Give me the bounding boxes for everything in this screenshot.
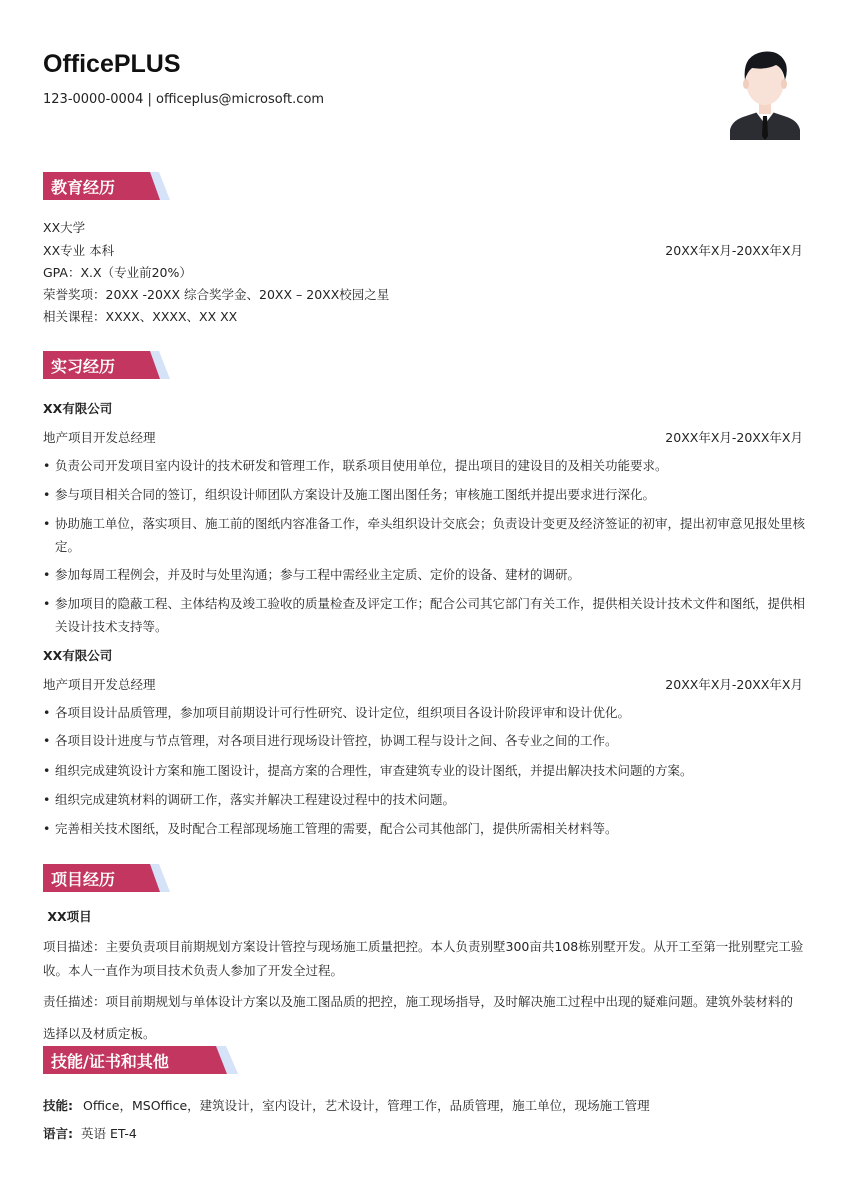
company-name: XX有限公司	[43, 401, 113, 416]
section-title: 技能/证书和其他	[51, 1052, 169, 1071]
list-item: • 负责公司开发项目室内设计的技术研发和管理工作，联系项目使用单位，提出项目的建设目的及相关功能要求。	[43, 458, 668, 473]
project-duty: 责任描述：项目前期规划与单体设计方案以及施工图品质的把控，施工现场指导，及时解决施工过程中出现的疑难问题。建筑外装材料的选择以及材质定板。	[43, 994, 794, 1041]
skills-label: 技能:	[43, 1098, 73, 1113]
education-date: 20XX年X月-20XX年X月	[665, 243, 803, 258]
section-title: 实习经历	[51, 357, 116, 376]
section-title: 项目经历	[51, 870, 116, 889]
job-role: 地产项目开发总经理	[43, 430, 156, 445]
company-name: XX有限公司	[43, 648, 113, 663]
skills-value: Office，MSOffice，建筑设计，室内设计，艺术设计，管理工作，品质管理，施工单位，现场施工管理	[82, 1098, 650, 1113]
list-item: • 协助施工单位，落实项目、施工前的图纸内容准备工作，牵头组织设计交底会；负责设计变更及经济签证的初审，提出初审意见报处里核定。	[43, 516, 806, 554]
section-title: 教育经历	[51, 178, 116, 197]
list-item: • 参加项目的隐蔽工程、主体结构及竣工验收的质量检查及评定工作；配合公司其它部门有关工作，提供相关设计技术文件和图纸，提供相关设计技术支持等。	[43, 596, 806, 634]
skills-row	[43, 1096, 650, 1114]
list-item: • 参加每周工程例会，并及时与处里沟通；参与工程中需经业主定质、定价的设备、建材的调研。	[43, 567, 581, 582]
candidate-name: OfficePLUS	[43, 50, 181, 78]
list-item: • 参与项目相关合同的签订，组织设计师团队方案设计及施工图出图任务；审核施工图纸并提出要求进行深化。	[43, 487, 656, 502]
job-role: 地产项目开发总经理	[43, 677, 156, 692]
contact-info: 123-0000-0004 | officeplus@microsoft.com	[43, 92, 325, 107]
project-description: 项目描述：主要负责项目前期规划方案设计管控与现场施工质量把控。本人负责别墅300亩共108栋别墅开发。从开工至第一批别墅完工验收。本人一直作为项目技术负责人参加了开发全过程。	[43, 939, 804, 978]
list-item: • 各项目设计进度与节点管理，对各项目进行现场设计管控，协调工程与设计之间、各专业之间的工作。	[43, 733, 618, 748]
job-date: 20XX年X月-20XX年X月	[665, 430, 803, 445]
language-value: 英语 ET-4	[80, 1126, 137, 1141]
list-item: • 完善相关技术图纸，及时配合工程部现场施工管理的需要，配合公司其他部门，提供所需相关材料等。	[43, 821, 618, 836]
avatar	[728, 46, 802, 140]
list-item: • 组织完成建筑材料的调研工作，落实并解决工程建设过程中的技术问题。	[43, 792, 456, 807]
school-name: XX大学	[43, 220, 86, 235]
language-label: 语言:	[43, 1126, 73, 1141]
project-name: XX项目	[43, 909, 92, 924]
gpa: GPA：X.X（专业前20%）	[43, 265, 192, 280]
language-row	[43, 1124, 137, 1142]
list-item: • 各项目设计品质管理，参加项目前期设计可行性研究、设计定位，组织项目各设计阶段评审和设计优化。	[43, 705, 631, 720]
honors: 荣誉奖项：20XX -20XX 综合奖学金、20XX – 20XX校园之星	[43, 287, 390, 302]
list-item: • 组织完成建筑设计方案和施工图设计，提高方案的合理性，审查建筑专业的设计图纸，并提出解决技术问题的方案。	[43, 763, 693, 778]
major-degree: XX专业 本科	[43, 243, 115, 258]
job-date: 20XX年X月-20XX年X月	[665, 677, 803, 692]
courses: 相关课程：XXXX、XXXX、XX XX	[43, 309, 238, 324]
